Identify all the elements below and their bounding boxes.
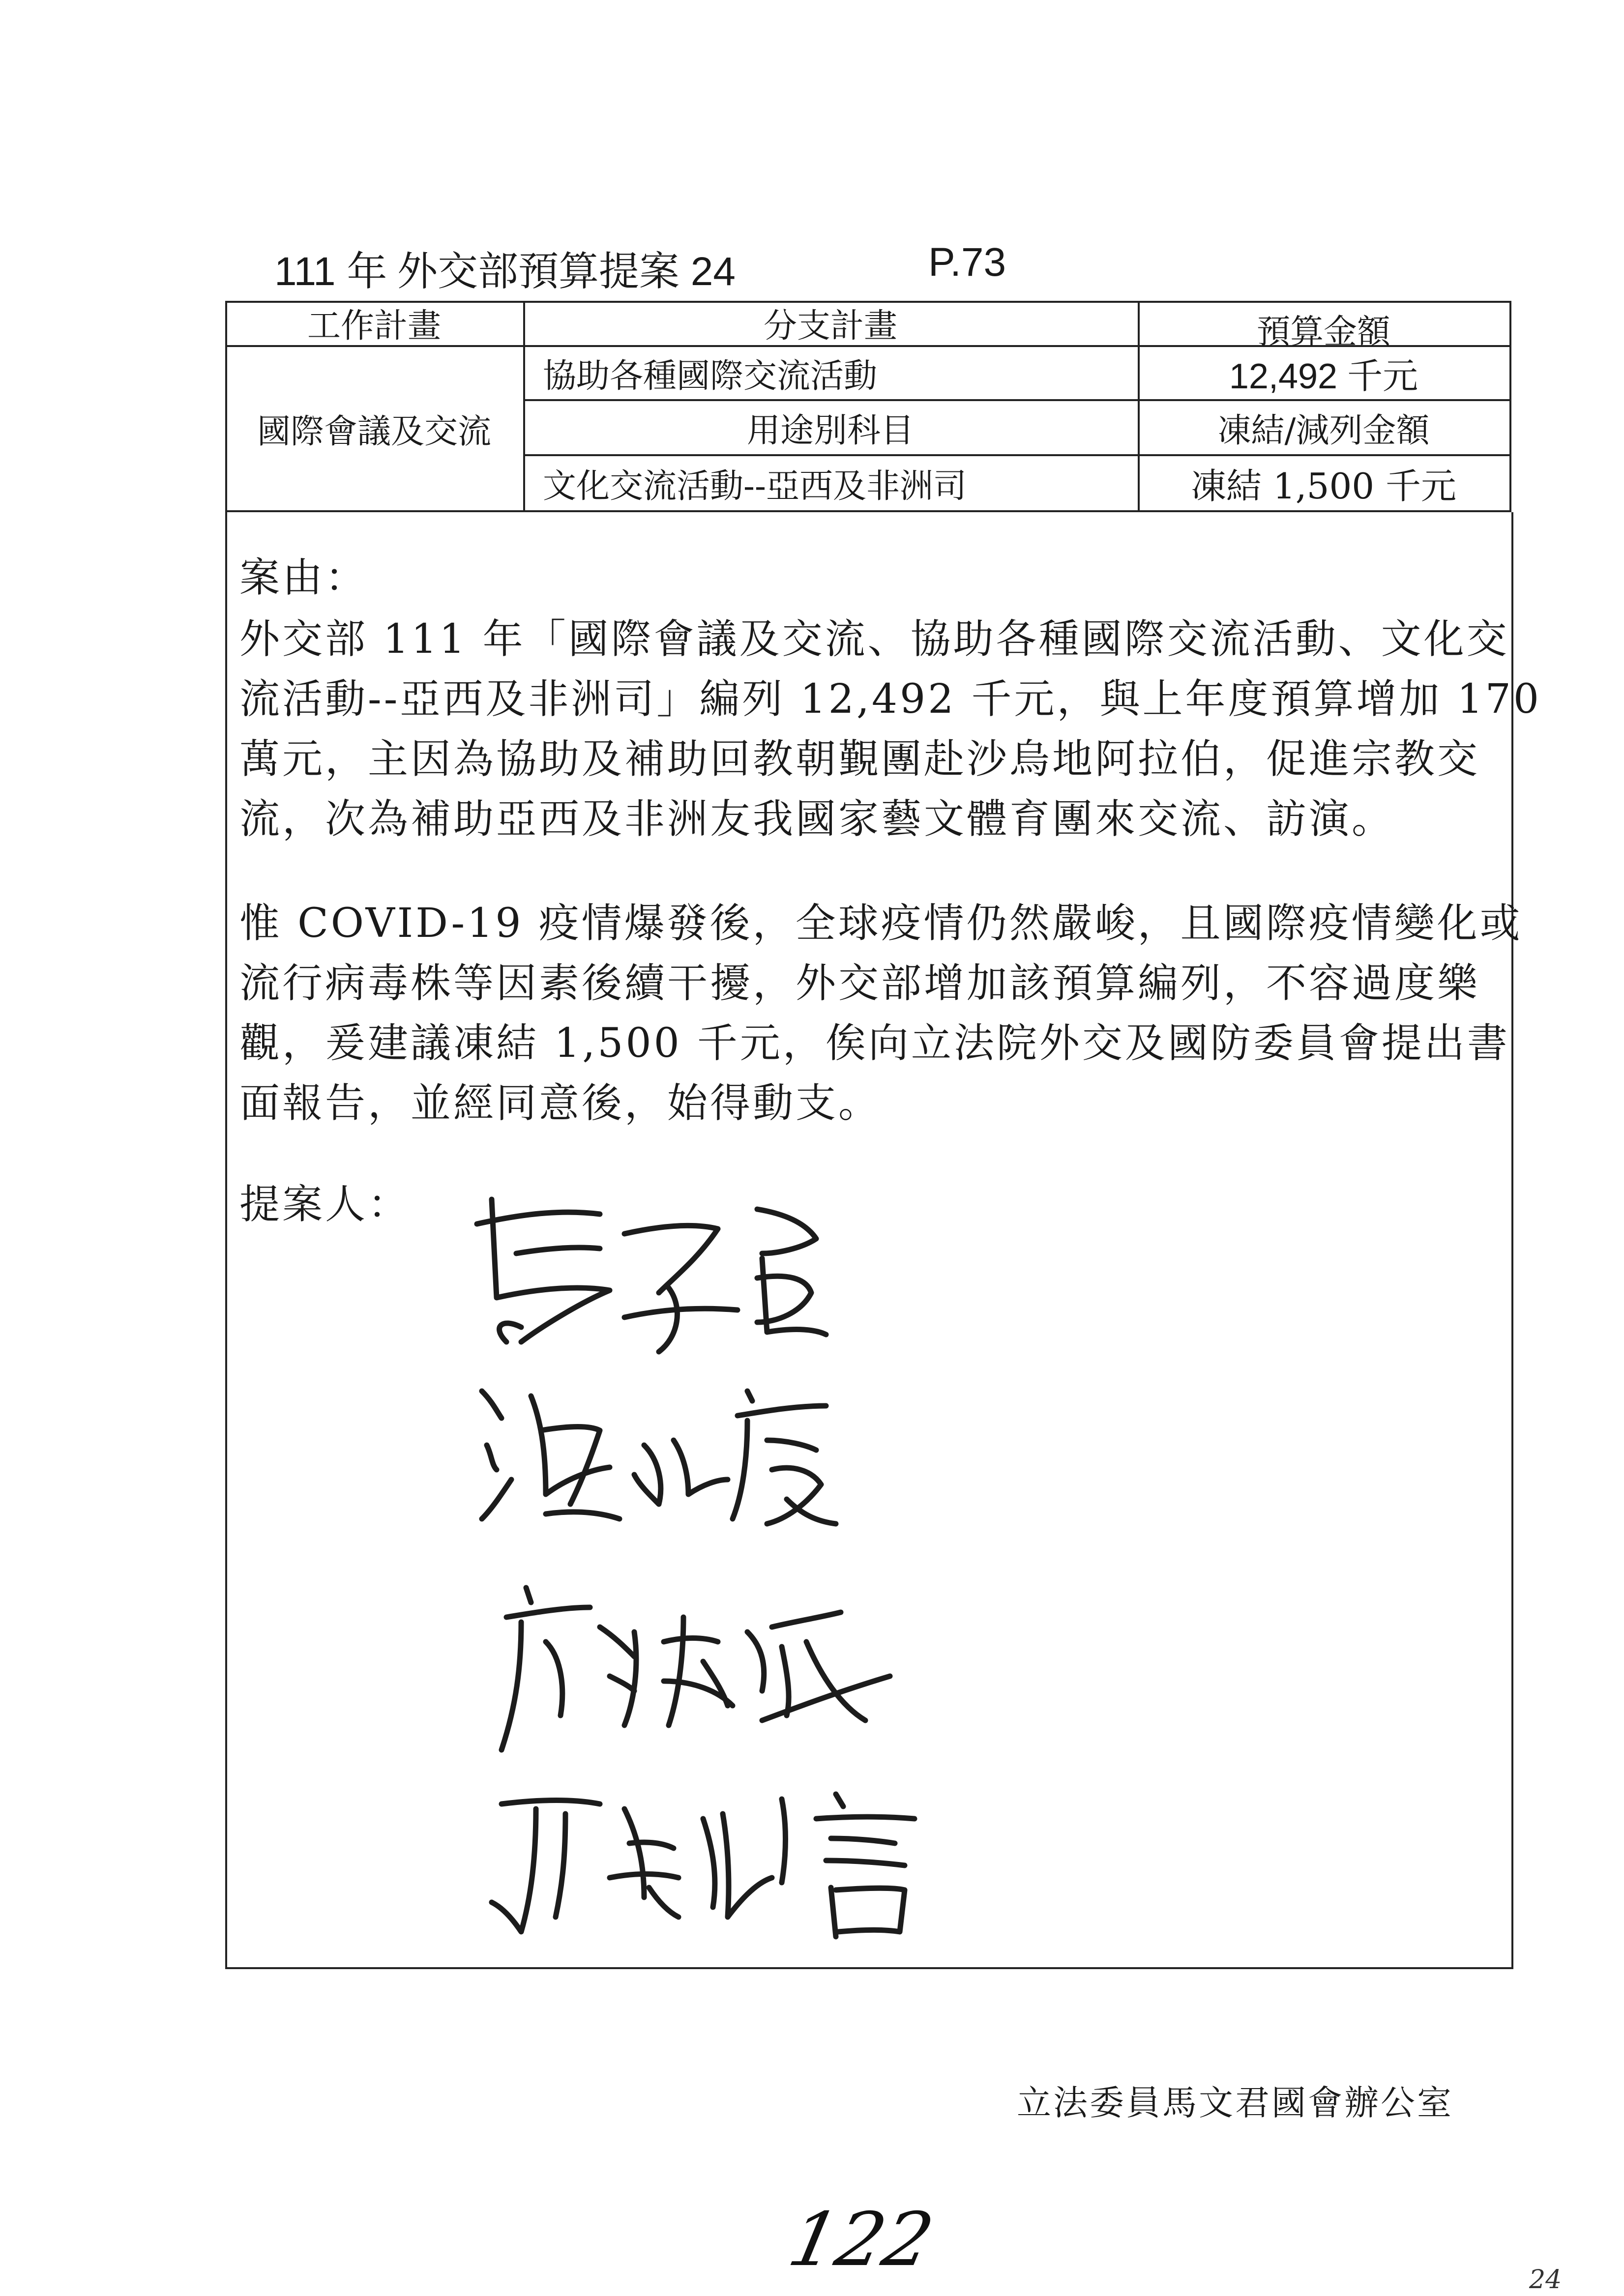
office-footer: 立法委員馬文君國會辦公室 (1017, 2083, 1453, 2123)
handwritten-page-number: 122 (781, 2197, 941, 2283)
proposer-label: 提案人： (239, 1181, 411, 1228)
col-work-plan-header: 工作計畫 (307, 306, 441, 346)
reason-paragraph-1 (239, 610, 1542, 849)
purpose-header: 用途別科目 (746, 411, 914, 450)
paragraph-line: 觀，爰建議凍結 1,500 千元，俟向立法院外交及國防委員會提出書 (239, 1020, 1510, 1067)
reason-label: 案由： (239, 554, 368, 601)
freeze-amount-value: 凍結 1,500 千元 (1191, 465, 1456, 507)
branch-plan-value: 協助各種國際交流活動 (543, 356, 878, 396)
paragraph-line: 萬元，主因為協助及補助回教朝覲團赴沙烏地阿拉伯，促進宗教交 (239, 736, 1480, 783)
paragraph-line: 面報告，並經同意後，始得動支。 (239, 1080, 882, 1127)
paragraph-line: 流活動--亞西及非洲司」編列 12,492 千元，與上年度預算增加 170 (239, 676, 1542, 723)
paragraph-line: 惟 COVID-19 疫情爆發後，全球疫情仍然嚴峻，且國際疫情變化或 (239, 900, 1523, 947)
purpose-item-value: 文化交流活動--亞西及非洲司 (543, 466, 967, 506)
reason-paragraph-2 (239, 894, 1523, 1133)
col-budget-header: 預算金額 (1256, 312, 1390, 351)
signature-4 (482, 1770, 954, 1951)
signature-2 (472, 1371, 846, 1534)
header-year: 111 年 (274, 249, 387, 294)
paragraph-line: 外交部 111 年「國際會議及交流、協助各種國際交流活動、文化交 (239, 616, 1509, 663)
freeze-header: 凍結/減列金額 (1217, 411, 1430, 450)
budget-table (225, 301, 1511, 512)
work-plan-value: 國際會議及交流 (257, 412, 491, 451)
col-branch-plan-header: 分支計畫 (763, 306, 897, 346)
paragraph-line: 流行病毒株等因素後續干擾，外交部增加該預算編列，不容過度樂 (239, 960, 1480, 1007)
signature-1 (462, 1180, 836, 1366)
header-title: 外交部預算提案 24 (397, 249, 736, 294)
page-number: 24 (1529, 2265, 1562, 2295)
header-page-ref: P.73 (928, 240, 1006, 285)
paragraph-line: 流，次為補助亞西及非洲友我國家藝文體育團來交流、訪演。 (239, 796, 1395, 843)
budget-amount-value: 12,492 千元 (1229, 357, 1418, 396)
signature-3 (487, 1558, 915, 1765)
